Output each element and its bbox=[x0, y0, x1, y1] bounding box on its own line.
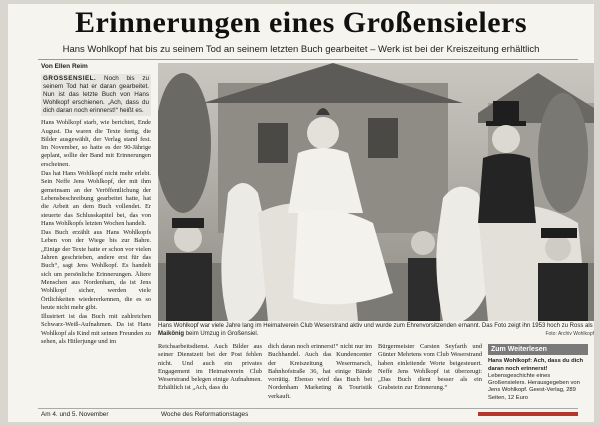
lead-text: Noch bis zu seinem Tod hat er daran gearbeitet. Nun ist das letzte Buch von Hans Wohlkopf erschienen. „Ach, dass du dich daran noch erinnerst!“ heißt es. bbox=[43, 75, 149, 115]
paragraph: dich daran noch erinnerst!“ nicht nur im Buchhandel. Auch das Kundencenter der Kreiszeitung Wesermarsch, Bahnhofstraße 36, hat einige Bände vorrätig. Ebenso wird das Buch bei Nordenham Marketing & Touristik verkauft. bbox=[268, 343, 372, 400]
byline: Von Ellen Reim bbox=[41, 63, 88, 70]
sidebox-heading: Zum Weiterlesen bbox=[488, 344, 588, 355]
dateline: GROSSENSIEL. bbox=[43, 75, 97, 83]
article-column-3 bbox=[378, 343, 482, 393]
caption-text: Hans Wohlkopf war viele Jahre lang im Heimatverein Club Weserstrand aktiv und wurde zum Ehrenvorsitzenden ernannt. Das Foto zeigt ihn 1953 hoch zu Ross als bbox=[158, 323, 593, 329]
photo-caption bbox=[158, 323, 594, 338]
divider bbox=[38, 59, 578, 60]
book-title: Hans Wohlkopf: Ach, dass du dich daran noch erinnerst! bbox=[488, 358, 584, 372]
paragraph: Das Buch erzählt aus Hans Wohlkopfs Leben von der Wiege bis zur Bahre. „Einige der Texte hatte er schon vor vielen Jahren geschrieben, andere erst für das Buch“, sagt Jens Wohlkopf. Es handelt sich um persönliche Erinnerungen. Ältere Menschen aus Nordenham, da ist Jens Wohlkopf sicher, werden viele Örtlichkeiten wiedererkennen, die es so heute nicht mehr gibt. bbox=[41, 229, 151, 311]
photo-credit: Foto: Archiv Wohlkopf bbox=[545, 331, 594, 337]
footer-accent-strip bbox=[478, 412, 578, 416]
lead-paragraph bbox=[41, 74, 151, 116]
article-photo bbox=[158, 63, 594, 321]
caption-text-end: beim Umzug in Großensiel. bbox=[185, 330, 259, 337]
footer-divider bbox=[38, 408, 578, 409]
footer-teaser-left: Am 4. und 5. November bbox=[41, 411, 109, 418]
article-left-column bbox=[41, 63, 151, 347]
newspaper-page bbox=[8, 4, 594, 422]
paragraph: Illustriert ist das Buch mit zahlreichen Schwarz-Weiß-Aufnahmen. Da ist Hans Wohlkopf als Kind mit seinen Freunden zu sehen, als Hitlerjunge und im bbox=[41, 313, 151, 346]
paragraph: Reichsarbeitsdienst. Auch Bilder aus seiner Dienstzeit bei der Post fehlen nicht. Und auch ein privates Engagement im Heimatverein Club Weserstrand belegen einige Aufnahmen. Erhältlich ist „Ach, dass du bbox=[158, 343, 262, 392]
reading-tip-box bbox=[488, 344, 588, 402]
subheadline: Hans Wohlkopf hat bis zu seinem Tod an seinem letzten Buch gearbeitet – Werk ist bei der Kreiszeitung erhältlich bbox=[62, 44, 540, 55]
photo-illustration bbox=[158, 63, 594, 321]
footer-teaser-mid: Woche des Reformationstages bbox=[161, 411, 249, 418]
headline: Erinnerungen eines Großensielers bbox=[74, 6, 528, 39]
caption-bold: Maikönig bbox=[158, 330, 185, 337]
paragraph: Hans Wohlkopf starb, wie berichtet, Ende August. Da waren die Texte fertig, die Bilder ausgewählt, der Verlag stand fest. Im November, so hatte es der 90-Jährige geplant, sollte der Band mit Erinnerungen erscheinen. bbox=[41, 119, 151, 168]
paragraph: Bürgermeister Carsten Seyfarth und Günter Mehrtens vom Club Weserstrand haben einleitende Worte beigesteuert. Neffe Jens Wohlkopf ist überzeugt: „Das Buch dient besser als ein Grabstein zur Erinnerung.“ bbox=[378, 343, 482, 392]
paragraph: Das hat Hans Wohlkopf nicht mehr erlebt. Sein Neffe Jens Wohlkopf, der mit ihm gemeinsam an der Veröffentlichung der Lebensbeschreibung gearbeitet hatte, hat die Arbeit an dem Buch vollendet. Er steuerte das Schlusskapitel bei, das von Hans Wohlkopfs letzten Wochen handelt. bbox=[41, 170, 151, 227]
article-column-2 bbox=[268, 343, 372, 401]
article-column-1 bbox=[158, 343, 262, 393]
book-info: Lebensgeschichte eines Großensielers. Herausgegeben von Jens Wohlkopf. Geest-Verlag, 289 Seiten, 12 Euro bbox=[488, 372, 580, 401]
